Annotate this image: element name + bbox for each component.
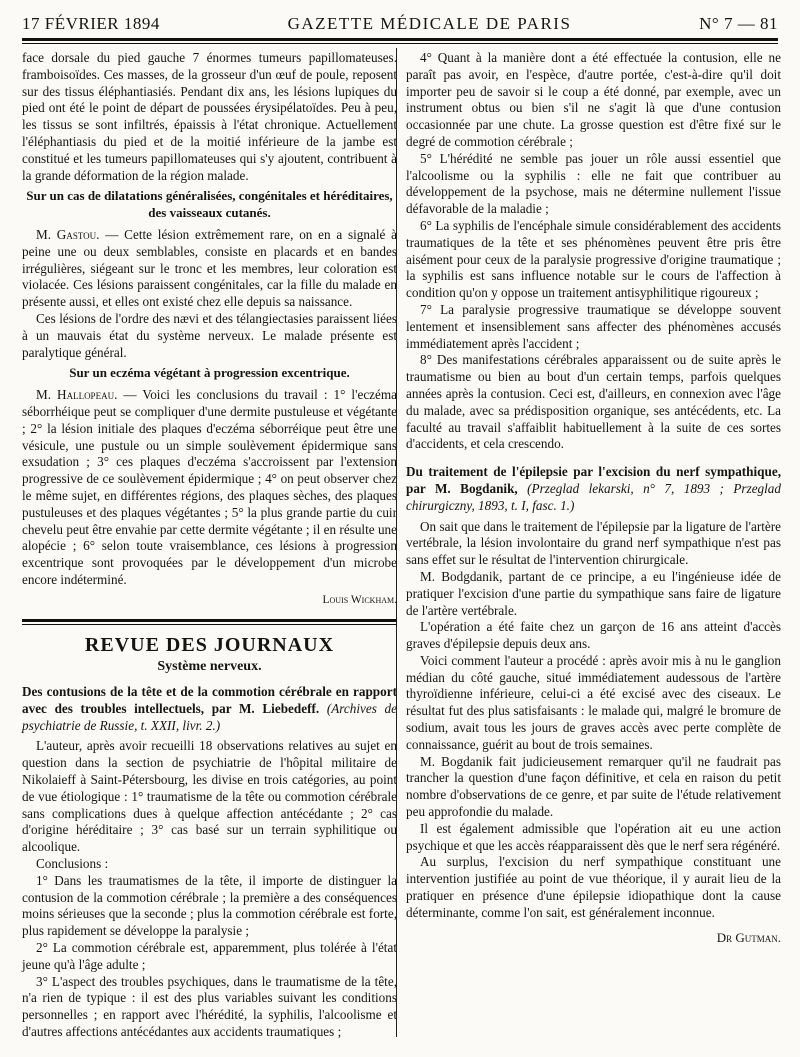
article2-paragraph-6: Il est également admissible que l'opération ait eu une action psychique et que les accès réapparaissent dès que le nerf sera régénéré. <box>406 820 781 853</box>
section2-text: — Voici les conclusions du travail : 1° l'eczéma séborrhéique peut se compliquer d'une dermite pustuleuse et végétante ; 2° la lésion initiale des plaques d'eczéma séborréique peut être une vésicule, une pustule ou un simple soulèvement épidermique sans exsudation ; 3° ces plaques d'eczéma s'accroissent par l'extension progressive de ce soulèvement épidermique ; 4° on peut observer chez le même sujet, en différentes régions, des plaques sèches, des plaques pustuleuses et des plaques végétantes ; 5° la plus grande partie du cuir chevelu peut être envahie par cette dermite végétante ; il en résulte une alopécie ; 6° selon toute vraisemblance, ces lésions à progression excentrique sont provoquées par le développement d'un microbe encore indéterminé. <box>22 387 398 587</box>
article2-paragraph-3: L'opération a été faite chez un garçon de 16 ans atteint d'accès graves d'épilepsie depuis deux ans. <box>406 619 781 652</box>
section-rule-thin <box>22 624 397 625</box>
header-date: 17 FÉVRIER 1894 <box>22 14 160 33</box>
article2-paragraph-7: Au surplus, l'excision du nerf sympathique constituant une intervention justifiée au point de vue théorique, il y aurait lieu de la pratiquer en présence d'une épilepsie idiopathique dont la cause déterminante, comme l'on sait, est généralement inconnue. <box>406 854 781 920</box>
conclusion-6: 6° La syphilis de l'encéphale simule considérablement des accidents traumatiques de la tête et ses phénomènes peuvent être pris être aisément pour ceux de la paralysie progressive d'origine traumatique ; la syphilis est sans influence notable sur le cours de l'affection à condition qu'on y oppose un traitement antisyphilitique rigoureux ; <box>406 217 781 301</box>
left-column <box>22 50 397 1041</box>
article1-title <box>22 684 397 734</box>
header-title: GAZETTE MÉDICALE DE PARIS <box>287 14 572 33</box>
section1-paragraph <box>22 227 397 311</box>
article2-paragraph-2: M. Bodgdanik, partant de ce principe, a eu l'ingénieuse idée de pratiquer l'excision d'une partie du sympathique sans faire de ligature de l'artère vertébrale. <box>406 568 781 618</box>
spacer <box>406 453 781 461</box>
header-rule-thin <box>22 43 778 44</box>
section1-paragraph2: Ces lésions de l'ordre des nævi et des télangiectasies paraissent liées à un mauvais état du système nerveux. Le malade présente est paralytique général. <box>22 310 397 360</box>
header-number: N° 7 — 81 <box>699 14 778 33</box>
section1-author: M. Gastou. <box>36 226 100 242</box>
conclusion-3: 3° L'aspect des troubles psychiques, dans le traumatisme de la tête, n'a rien de typique : il est des plus variables suivant les conditions personnelles ; en rapport avec l'hérédité, la syphilis, l'alcoolisme et d'autres affections antécédantes aux accidents traumatiques ; <box>22 973 397 1040</box>
article2-paragraph-5: M. Bogdanik fait judicieusement remarquer qu'il ne faudrait pas trancher la question d'une façon définitive, et cela en raison du petit nombre d'observations de ce genre, et par suite de l'étude relativement peu approfondie du malade. <box>406 753 781 820</box>
section-rule-thick <box>22 619 397 622</box>
article2-title-text: Du traitement de l'épilepsie par l'excision du nerf sympathique, par M. Bogdanik, <box>406 464 781 496</box>
header-rule <box>22 38 778 41</box>
article2-paragraph-4: Voici comment l'auteur a procédé : après avoir mis à nu le ganglion médian du côté gauche, situé immédiatement audessous de l'artère thyroïdienne inférieure, celui-ci a été excisé avec des ciseaux. Le résultat fut des plus satisfaisants : le malade qui, malgré le bromure de sodium, avait tous les jours de graves accès avec perte complète de connaissance, guérit au bout de trois semaines. <box>406 652 781 752</box>
section1-title: Sur un cas de dilatations généralisées, congénitales et héréditaires, des vaisseaux cutanés. <box>26 188 393 221</box>
page-header <box>22 14 778 38</box>
article1-title-text: Des contusions de la tête et de la commotion cérébrale en rapport avec des troubles intellectuels, par M. Liebedeff. <box>22 684 397 716</box>
signature-wickham: Louis Wickham. <box>322 593 397 606</box>
article1-citation: (Archives de psychiatrie de Russie, t. XXII, livr. 2.) <box>22 700 397 733</box>
article2-paragraph-1: On sait que dans le traitement de l'épilepsie par la ligature de l'artère vertébrale, la lésion involontaire du grand nerf sympathique n'est pas sans effet sur le résultat de l'intervention chirurgicale. <box>406 518 781 568</box>
section2-title: Sur un eczéma végétant à progression excentrique. <box>69 365 350 381</box>
conclusion-2: 2° La commotion cérébrale est, apparemment, plus tolérée à l'état jeune qu'à l'âge adulte ; <box>22 940 397 972</box>
signature-gutman: Dr Gutman. <box>716 929 781 945</box>
conclusions-label: Conclusions : <box>36 856 109 872</box>
conclusion-8: 8° Des manifestations cérébrales apparaissent ou de suite après le traumatisme ou bien au bout d'un certain temps, parfois quelques années après la contusion. Ceci est, d'ailleurs, en connexion avec l'âge du malade, avec sa prédisposition organique, ses antécédents, etc. La faculté au travail s'affaiblit habituellement à la suite de ces sortes d'accidents, et cela crescendo. <box>406 352 781 452</box>
section2-paragraph <box>22 387 397 589</box>
conclusion-1: 1° Dans les traumatismes de la tête, il importe de distinguer la contusion de la commotion cérébrale ; la première a des conséquences moins sérieuses que la seconde ; plus la commotion cérébrale est forte, plus rapidement se développe la paralysie ; <box>22 872 397 939</box>
right-column <box>406 50 781 946</box>
conclusion-7: 7° La paralysie progressive traumatique se développe souvent lentement et insensiblement sans affecter des phénomènes accusés immédiatement après l'accident ; <box>406 301 781 351</box>
conclusion-4: 4° Quant à la manière dont a été effectuée la contusion, elle ne paraît pas avoir, en l'espèce, d'autre portée, c'est-à-dire qu'il doit importer peu de savoir si le coup a été donné, par exemple, avec un instrument obtus ou bien s'il ne s'agit là que d'une contusion occasionnée par une chute. La grosse question est d'être fixé sur le degré de commotion cérébrale ; <box>406 50 781 149</box>
conclusion-5: 5° L'hérédité ne semble pas jouer un rôle aussi essentiel que l'alcoolisme ou la syphilis : elle ne fait que contribuer au développement de la psychose, mais ne détermine nullement l'issue défavorable de la maladie ; <box>406 150 781 217</box>
article1-paragraph: L'auteur, après avoir recueilli 18 observations relatives au sujet en question dans la section de psychiatrie de l'hôpital militaire de Nikolaieff à Saint-Pétersbourg, les divise en trois catégories, au point de vue étiologique : 1° traumatisme de la tête ou commotion cérébrale sans complications dues à quelque affection antécédante ; 2° cas d'origine héréditaire ; 3° cas basé sur un terrain syphilitique ou alcoolique. <box>22 738 397 855</box>
intro-paragraph: face dorsale du pied gauche 7 énormes tumeurs papillomateuses. framboisoïdes. Ces masses, de la grosseur d'un œuf de poule, reposent sur des tissus éléphantiasiés. Pendant dix ans, les lésions lupiques du pied ont été le point de départ de poussées érysipélatoïdes. Peu à peu, les tissus se sont infiltrés, épaissis à l'état chronique. Actuellement l'éléphantiasis du pied et de la moitié inférieure de la jambe est constitué et les tumeurs papillomateuses qui s'y ajoutent, contribuent à la grande déformation de la région malade. <box>22 50 397 183</box>
revue-subheading: Système nerveux. <box>157 659 262 675</box>
article2-title <box>406 464 781 514</box>
section1-text: — Cette lésion extrêmement rare, on en a signalé à peine une ou deux semblables, consiste en placards et en bandes irrégulières, siégeant sur le tronc et les membres, leur coloration est violacée. Ces lésions paraissent congénitales, car la fille du malade en présente aussi, et elles ont existé chez elle depuis sa naissance. <box>22 226 397 310</box>
article2-citation: (Przeglad lekarski, n° 7, 1893 ; Przeglad chirurgiczny, 1893, t. I, fasc. 1.) <box>406 480 781 513</box>
revue-heading: REVUE DES JOURNAUX <box>84 633 335 656</box>
section2-author: M. Hallopeau. <box>36 387 118 403</box>
